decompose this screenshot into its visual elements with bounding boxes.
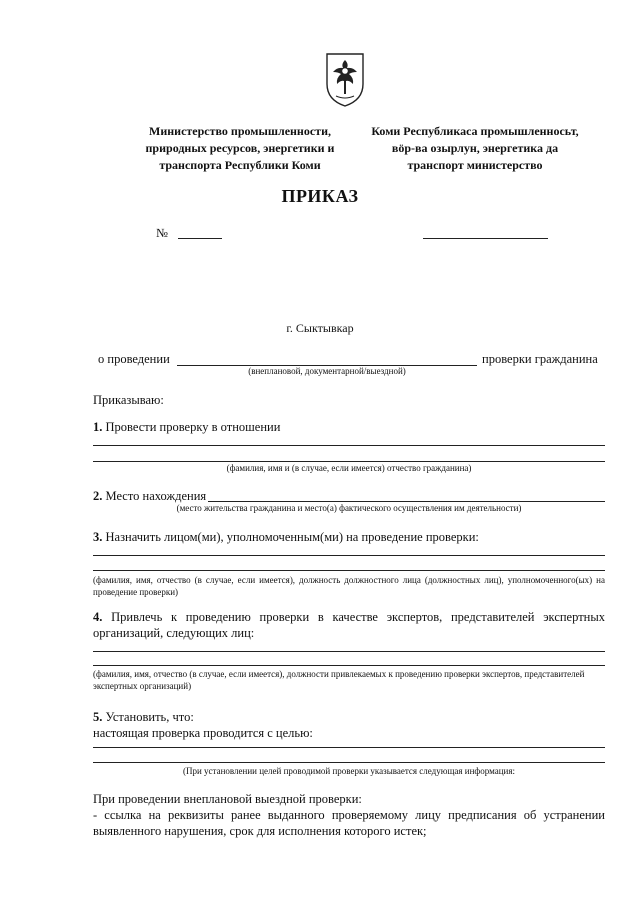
item-4-text: 4. Привлечь к проведению проверки в качестве экспертов, представителей экспертных организаций, следующих лиц: (93, 610, 605, 640)
item-4-number: 4. (93, 610, 103, 624)
coat-of-arms-emblem (324, 50, 366, 108)
item-1-field-a[interactable] (93, 445, 605, 446)
item-3-field-b[interactable] (93, 570, 605, 571)
item-3-hint: (фамилия, имя, отчество (в случае, если имеется), должность должностного лица (должностных лиц), уполномоченного(ых) на проведение проверки) (93, 575, 605, 597)
item-5-field-b[interactable] (93, 762, 605, 763)
item-5-text: 5. Установить, что: настоящая проверка проводится с целью: (93, 710, 313, 740)
item-2-field[interactable] (208, 501, 605, 502)
order-number-field[interactable] (178, 238, 222, 239)
inspection-prefix: о проведении (98, 352, 170, 366)
item-1-number: 1. (93, 420, 103, 434)
city-label: г. Сыктывкар (286, 321, 354, 335)
unplanned-heading: При проведении внеплановой выездной проверки: (93, 792, 362, 806)
item-4-field-a[interactable] (93, 651, 605, 652)
inspection-suffix: проверки гражданина (482, 352, 598, 366)
item-3-field-a[interactable] (93, 555, 605, 556)
ministry-name-russian: Министерство промышленности, природных ресурсов, энергетики и транспорта Республики Коми (145, 124, 335, 172)
unplanned-bullet: - ссылка на реквизиты ранее выданного проверяемому лицу предписания об устранении выявленного нарушения, срок для исполнения которого истек; (93, 808, 605, 838)
item-5-purpose-line: настоящая проверка проводится с целью: (93, 726, 313, 740)
item-2-text: 2. Место нахождения (93, 489, 207, 503)
item-2-hint: (место жительства гражданина и место(а) фактического осуществления им деятельности) (176, 503, 522, 513)
document-title: ПРИКАЗ (281, 186, 359, 206)
item-4-hint: (фамилия, имя, отчество (в случае, если имеется), должности привлекаемых к проведению проверки экспертов, представителей экспертных организаций) (93, 669, 585, 691)
order-date-field[interactable] (423, 238, 548, 239)
item-3-text: 3. Назначить лицом(ми), уполномоченным(ми) на проведение проверки: (93, 530, 479, 544)
item-5-hint: (При установлении целей проводимой проверки указывается следующая информация: (182, 766, 516, 776)
item-1-field-b[interactable] (93, 461, 605, 462)
order-word: Приказываю: (93, 393, 164, 407)
ministry-name-komi: Коми Республикаса промышленносьт, вӧр-ва озырлун, энергетика да транспорт министерство (371, 124, 579, 172)
item-5-field-a[interactable] (93, 747, 605, 748)
item-4-field-b[interactable] (93, 665, 605, 666)
item-2-number: 2. (93, 489, 103, 503)
unplanned-section (93, 791, 605, 839)
item-5-number: 5. (93, 710, 103, 724)
item-1-text: 1. Провести проверку в отношении (93, 420, 281, 434)
inspection-type-hint: (внеплановой, документарной/выездной) (248, 366, 406, 376)
item-3-number: 3. (93, 530, 103, 544)
item-1-hint: (фамилия, имя и (в случае, если имеется) отчество гражданина) (226, 463, 472, 473)
order-number-label: № (156, 226, 168, 240)
